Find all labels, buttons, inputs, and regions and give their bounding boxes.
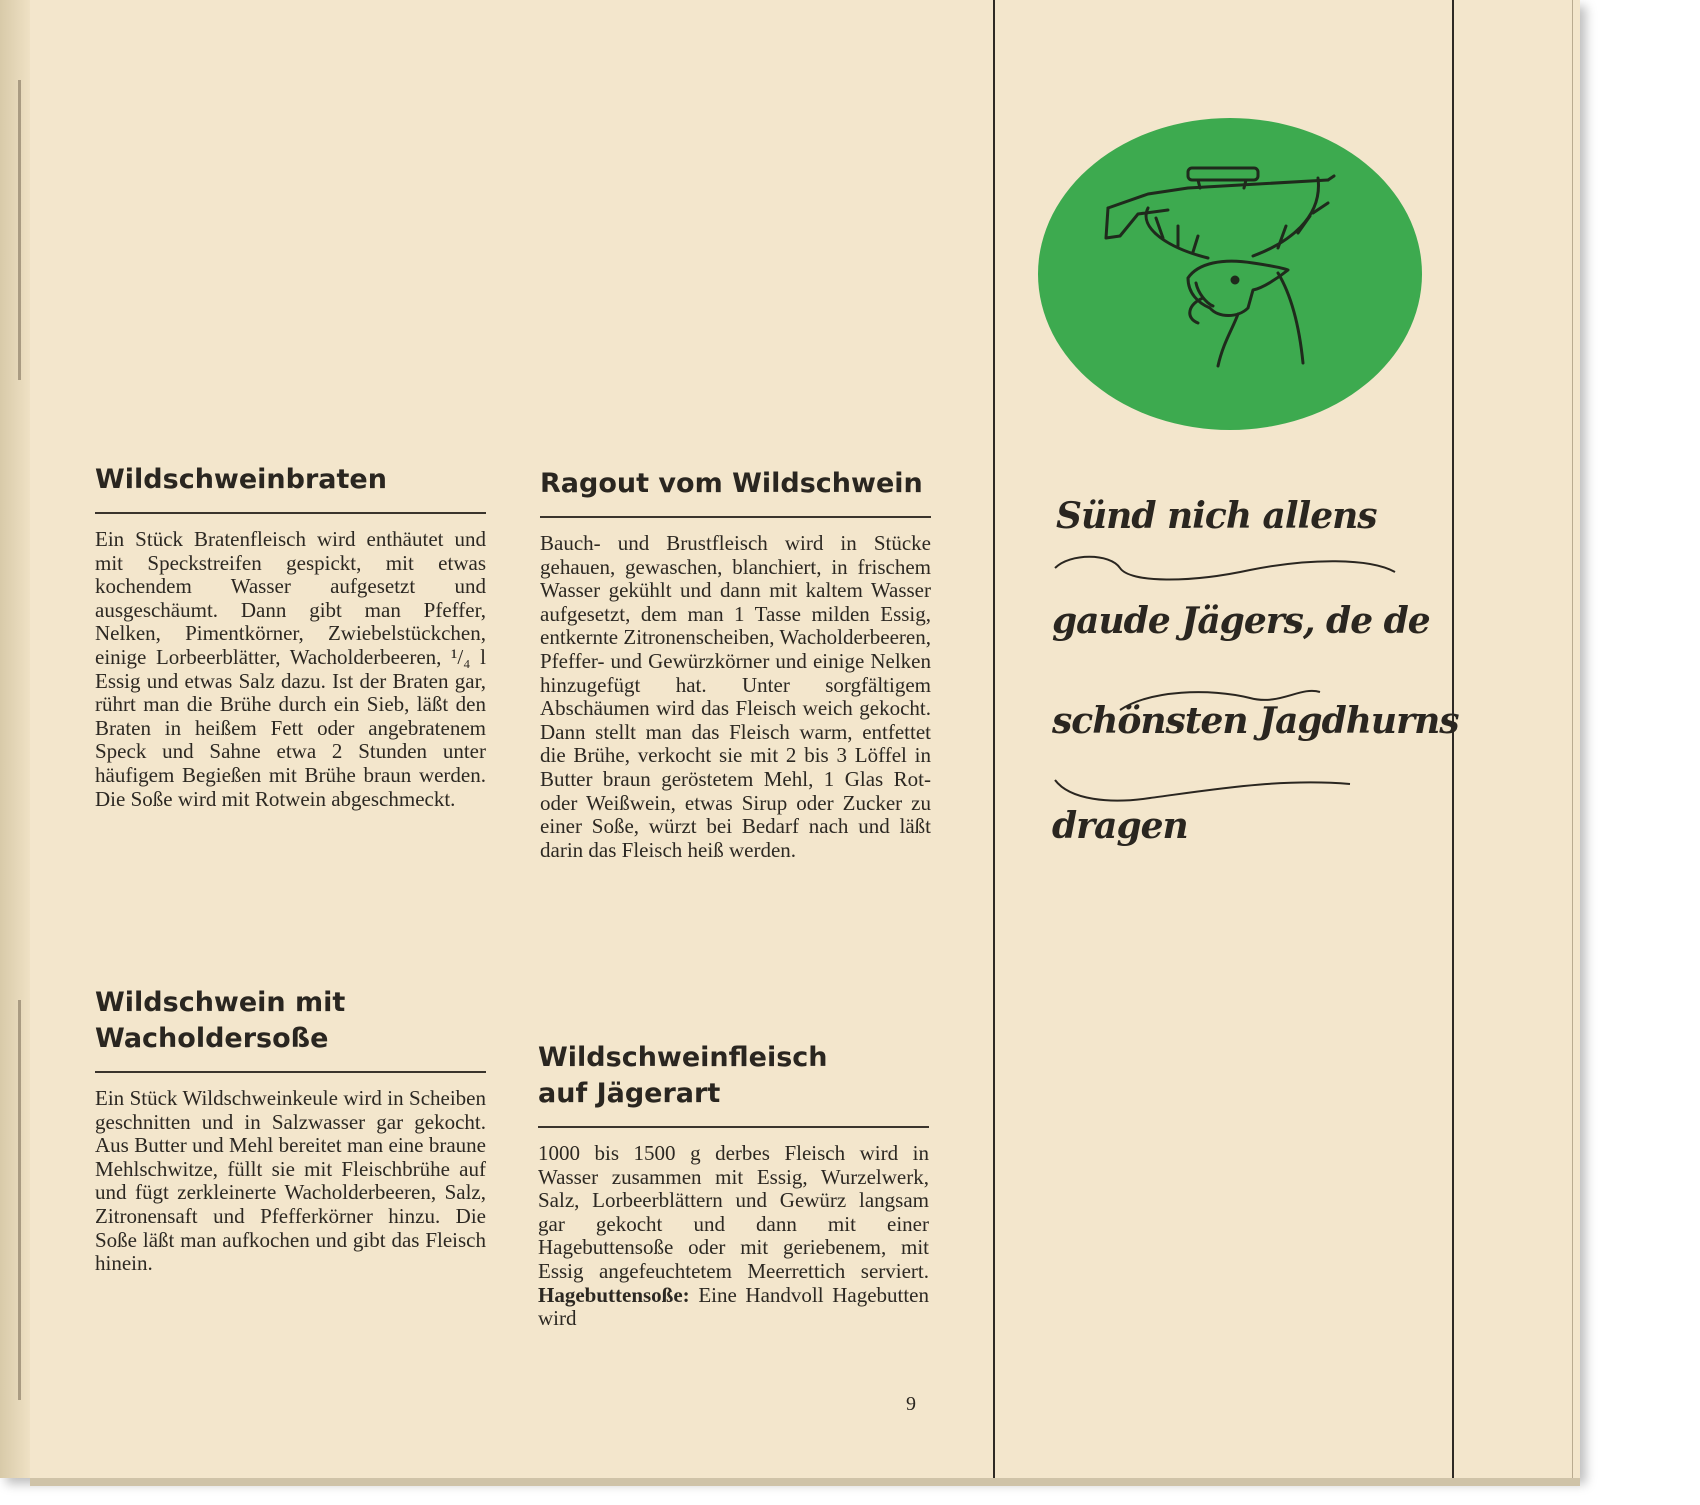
column-divider — [993, 0, 995, 1478]
recipe-title — [538, 1040, 929, 1112]
decorative-flourish — [1050, 548, 1410, 588]
recipe-text: Ein Stück Bratenfleisch wird enthäutet und mit Speckstreifen gespickt, mit etwas kochendem Wasser aufgesetzt und ausgeschäumt. Dann gibt man Pfeffer, Nelken, Pimentkörner, Zwiebelstückchen, einige Lorbeerblätter, Wacholderbeeren, ¹/₄ l Essig und etwas Salz dazu. Ist der Braten gar, rührt man die Brühe durch ein Sieb, läßt den Braten in heißem Fett oder angebratenem Speck und Sahne etwa 2 Stunden unter häufigem Begießen mit Brühe braun werden. Die Soße wird mit Rotwein abgeschmeckt. — [95, 527, 486, 811]
recipe-wildschwein-mit-wacholdersosse — [95, 985, 486, 1276]
recipe-title: Wildschweinbraten — [95, 464, 387, 495]
recipe-title-line: Wacholdersoße — [95, 1023, 329, 1054]
title-rule — [540, 516, 931, 518]
page-edge — [1572, 0, 1573, 1478]
recipe-text: Bauch- und Brustfleisch wird in Stücke gehauen, gewaschen, blanchiert, in frischem Wasser gekühlt und dann mit kaltem Wasser aufgesetzt, dem man 1 Tasse milden Essig, entkernte Zitronenscheiben, Wacholderbeeren, Pfeffer- und Gewürzkörner und einige Nelken hinzugefügt hat. Unter sorgfältigem Abschäumen wird das Fleisch weich gekocht. Dann stellt man das Fleisch warm, entfettet die Brühe, verkocht sie mit 2 bis 3 Löffel in Butter braun geröstetem Mehl, 1 Glas Rot- oder Weißwein, etwas Sirup oder Zucker zu einer Soße, würzt bei Bedarf nach und läßt darin das Fleisch heiß werden. — [540, 531, 931, 862]
recipe-bold-term: Hagebuttensoße: — [538, 1282, 690, 1307]
page-number: 9 — [906, 1393, 916, 1415]
recipe-title-line: auf Jägerart — [538, 1078, 721, 1109]
motto-line: schönsten Jagdhurns — [1052, 700, 1459, 742]
book-spine — [0, 0, 30, 1478]
binding-stitch — [18, 1000, 21, 1400]
recipe-wildschweinbraten — [95, 462, 486, 811]
title-rule — [538, 1126, 929, 1128]
title-rule — [95, 1071, 486, 1073]
recipe-title: Ragout vom Wildschwein — [540, 468, 923, 499]
title-rule — [95, 512, 486, 514]
decorative-flourish — [1050, 770, 1410, 810]
page-bottom-edge — [30, 1478, 1580, 1486]
binding-stitch — [18, 80, 21, 380]
decorative-flourish — [1050, 680, 1410, 720]
motto-line: Sünd nich allens — [1056, 495, 1377, 537]
recipe-title-line: Wildschwein mit — [95, 987, 346, 1018]
recipe-title — [95, 985, 486, 1057]
recipe-text — [538, 1142, 929, 1331]
recipe-text: Ein Stück Wildschweinkeule wird in Scheiben geschnitten und in Salzwasser gar gekocht. Aus Butter und Mehl bereitet man eine braune Mehlschwitze, füllt sie mit Fleischbrühe auf und fügt zerkleinerte Wacholderbeeren, Salz, Zitronensaft und Pfefferkörner hinzu. Die Soße läßt man aufkochen und gibt das Fleisch hinein. — [95, 1086, 486, 1276]
recipe-wildschweinfleisch-auf-jaegerart — [538, 1040, 929, 1331]
motto-line: dragen — [1052, 805, 1188, 847]
recipe-text-main: 1000 bis 1500 g derbes Fleisch wird in Wasser zusammen mit Essig, Wurzelwerk, Salz, Lorbeerblättern und Gewürz langsam gar gekocht und dann mit einer Hagebuttensoße oder mit geriebenem, mit Essig angefeuchtetem Meerrettich serviert. — [538, 1141, 929, 1283]
recipe-title-line: Wildschweinfleisch — [538, 1042, 828, 1073]
motto-line: gaude Jägers, de de — [1052, 600, 1430, 642]
deer-with-rifle-icon — [1038, 118, 1422, 430]
recipe-text-end: Eine Handvoll Hagebutten wird — [538, 1282, 930, 1331]
recipe-ragout-vom-wildschwein — [540, 466, 931, 862]
